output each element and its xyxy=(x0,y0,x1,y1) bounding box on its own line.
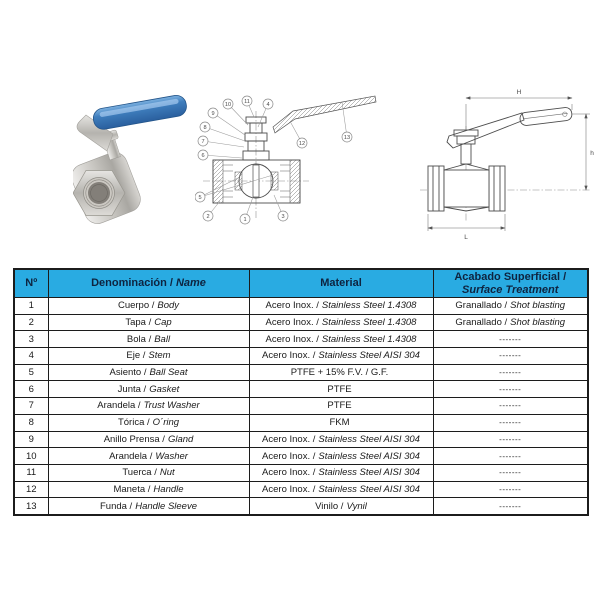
part-finish-es: Granallado / xyxy=(455,317,508,329)
col-header-finish-en: Surface Treatment xyxy=(462,283,559,296)
part-material xyxy=(249,348,433,365)
part-name-es: Tapa / xyxy=(125,317,152,329)
part-name-es: Bola / xyxy=(126,333,152,345)
part-number: 5 xyxy=(14,364,48,381)
part-material-es: PTFE + 15% F.V. / G.F. xyxy=(290,367,389,379)
part-material xyxy=(249,414,433,431)
part-finish-dashes: ------- xyxy=(499,451,522,461)
part-material-es: PTFE xyxy=(327,400,352,412)
part-name-es: Tórica / xyxy=(117,417,150,429)
outline-body xyxy=(428,164,505,211)
part-material xyxy=(249,331,433,348)
part-number: 6 xyxy=(14,381,48,398)
table-row xyxy=(14,464,588,481)
part-name-en: O´ring xyxy=(152,417,180,429)
table-row xyxy=(14,364,588,381)
part-name-en: Handle xyxy=(153,483,184,495)
part-name-en: Ball xyxy=(154,333,171,345)
part-number: 11 xyxy=(14,464,48,481)
svg-text:5: 5 xyxy=(198,195,202,202)
part-name xyxy=(48,348,249,365)
ball-seat-right xyxy=(271,172,278,190)
part-number: 12 xyxy=(14,481,48,498)
part-name-en: Handle Sleeve xyxy=(135,500,197,512)
part-name-es: Funda / xyxy=(99,500,133,512)
part-finish xyxy=(433,348,588,365)
part-name xyxy=(48,331,249,348)
part-name xyxy=(48,381,249,398)
part-finish xyxy=(433,414,588,431)
part-name-en: Gland xyxy=(167,433,194,445)
callout-2 xyxy=(203,201,220,221)
part-number: 10 xyxy=(14,448,48,465)
part-material-es: Vinilo / xyxy=(315,500,344,512)
part-material xyxy=(249,398,433,415)
part-name-es: Cuerpo / xyxy=(117,300,155,312)
part-name xyxy=(48,431,249,448)
part-finish-dashes: ------- xyxy=(499,418,522,428)
col-header-number-label: Nº xyxy=(25,277,38,290)
part-number: 13 xyxy=(14,498,48,515)
svg-text:12: 12 xyxy=(298,141,306,148)
valve-body xyxy=(73,149,144,228)
part-finish-dashes: ------- xyxy=(499,501,522,511)
svg-text:11: 11 xyxy=(244,99,250,106)
part-finish xyxy=(433,364,588,381)
table-row xyxy=(14,498,588,515)
part-finish xyxy=(433,448,588,465)
part-material-es: Acero Inox. / xyxy=(262,483,316,495)
part-material-en: Stainless Steel 1.4308 xyxy=(321,317,417,329)
part-finish xyxy=(433,314,588,331)
table-row xyxy=(14,348,588,365)
callout-6 xyxy=(198,150,242,160)
part-name-en: Gasket xyxy=(149,383,180,395)
part-finish xyxy=(433,398,588,415)
section-body xyxy=(213,160,300,203)
table-row xyxy=(14,398,588,415)
part-material-es: Acero Inox. / xyxy=(265,317,319,329)
svg-text:1: 1 xyxy=(243,217,247,224)
part-finish-dashes: ------- xyxy=(499,351,522,361)
part-material xyxy=(249,431,433,448)
part-number: 8 xyxy=(14,414,48,431)
part-name xyxy=(48,481,249,498)
svg-text:2: 2 xyxy=(206,214,210,221)
part-finish-dashes: ------- xyxy=(499,468,522,478)
part-number: 2 xyxy=(14,314,48,331)
part-number: 7 xyxy=(14,398,48,415)
part-number: 4 xyxy=(14,348,48,365)
part-name-es: Asiento / xyxy=(109,367,147,379)
part-material xyxy=(249,298,433,315)
part-finish-dashes: ------- xyxy=(499,401,522,411)
part-material-en: Stainless Steel AISI 304 xyxy=(318,467,420,479)
table-row xyxy=(14,331,588,348)
callout-7 xyxy=(198,136,244,147)
part-material xyxy=(249,498,433,515)
part-material xyxy=(249,464,433,481)
table-row xyxy=(14,414,588,431)
part-material-en: Stainless Steel 1.4308 xyxy=(321,333,417,345)
svg-text:8: 8 xyxy=(203,125,207,132)
part-material xyxy=(249,481,433,498)
part-finish xyxy=(433,464,588,481)
svg-text:6: 6 xyxy=(201,153,205,160)
col-header-material xyxy=(249,269,433,298)
part-name-en: Washer xyxy=(155,450,188,462)
part-finish-en: Shot blasting xyxy=(510,300,566,312)
part-material-es: Acero Inox. / xyxy=(265,300,319,312)
part-material xyxy=(249,314,433,331)
ball-seat-left xyxy=(235,172,242,190)
part-material xyxy=(249,381,433,398)
dim-h-label: h xyxy=(590,150,594,157)
part-number: 3 xyxy=(14,331,48,348)
callout-11 xyxy=(242,96,254,117)
table-row xyxy=(14,481,588,498)
col-header-number xyxy=(14,269,48,298)
part-name-es: Tuerca / xyxy=(122,467,157,479)
part-name xyxy=(48,398,249,415)
part-name-en: Cap xyxy=(154,317,172,329)
part-name-en: Trust Washer xyxy=(143,400,200,412)
dimension-H xyxy=(466,89,572,130)
section-diagram xyxy=(195,85,383,235)
col-header-name-es: Denominación / xyxy=(91,277,173,290)
table-header-row xyxy=(14,269,588,298)
callout-5 xyxy=(195,175,273,202)
outline-stem xyxy=(454,130,478,164)
callout-12 xyxy=(291,123,307,148)
dimension-drawing xyxy=(420,80,598,245)
part-material xyxy=(249,448,433,465)
col-header-name-en: Name xyxy=(175,277,206,290)
part-name-es: Arandela / xyxy=(97,400,141,412)
part-material xyxy=(249,364,433,381)
valve-photo xyxy=(73,85,193,230)
part-material-es: Acero Inox. / xyxy=(262,450,316,462)
part-number: 1 xyxy=(14,298,48,315)
part-number: 9 xyxy=(14,431,48,448)
svg-text:4: 4 xyxy=(266,102,270,109)
part-finish-en: Shot blasting xyxy=(510,317,566,329)
svg-text:7: 7 xyxy=(201,139,205,146)
part-material-en: Stainless Steel AISI 304 xyxy=(318,450,420,462)
part-material-en: Stainless Steel AISI 304 xyxy=(318,350,420,362)
callout-3 xyxy=(274,195,288,221)
part-name-en: Nut xyxy=(159,467,175,479)
parts-table xyxy=(13,268,589,516)
part-material-es: FKM xyxy=(329,417,350,429)
dim-L-label: L xyxy=(464,234,468,241)
valve-handle-grip xyxy=(92,94,188,131)
svg-text:10: 10 xyxy=(224,102,232,109)
part-material-es: Acero Inox. / xyxy=(262,433,316,445)
svg-text:3: 3 xyxy=(281,214,285,221)
part-material-es: Acero Inox. / xyxy=(265,333,319,345)
callout-1 xyxy=(240,197,253,224)
table-row xyxy=(14,314,588,331)
col-header-finish xyxy=(433,269,588,298)
part-name xyxy=(48,298,249,315)
part-material-es: PTFE xyxy=(327,383,352,395)
part-material-es: Acero Inox. / xyxy=(262,350,316,362)
part-finish xyxy=(433,298,588,315)
part-material-en: Stainless Steel 1.4308 xyxy=(321,300,417,312)
svg-text:13: 13 xyxy=(343,135,351,142)
col-header-finish-es: Acabado Superficial / xyxy=(454,271,567,284)
part-material-en: Stainless Steel AISI 304 xyxy=(318,433,420,445)
part-finish-dashes: ------- xyxy=(499,334,522,344)
part-name xyxy=(48,448,249,465)
part-name xyxy=(48,314,249,331)
dimension-h xyxy=(572,114,594,190)
part-finish xyxy=(433,331,588,348)
section-handle xyxy=(273,96,376,133)
part-finish-es: Granallado / xyxy=(455,300,508,312)
table-row xyxy=(14,298,588,315)
part-material-en: Vynil xyxy=(346,500,367,512)
part-finish xyxy=(433,481,588,498)
part-material-es: Acero Inox. / xyxy=(262,467,316,479)
part-finish xyxy=(433,381,588,398)
part-finish xyxy=(433,431,588,448)
part-name-es: Arandela / xyxy=(109,450,153,462)
table-row xyxy=(14,448,588,465)
part-name xyxy=(48,464,249,481)
col-header-material-label: Material xyxy=(320,277,362,290)
svg-text:9: 9 xyxy=(211,111,215,118)
table-row xyxy=(14,431,588,448)
part-material-en: Stainless Steel AISI 304 xyxy=(318,483,420,495)
part-name xyxy=(48,414,249,431)
part-finish xyxy=(433,498,588,515)
part-name-es: Eje / xyxy=(126,350,146,362)
part-finish-dashes: ------- xyxy=(499,434,522,444)
part-name-en: Stem xyxy=(148,350,171,362)
col-header-name xyxy=(48,269,249,298)
part-finish-dashes: ------- xyxy=(499,368,522,378)
part-name xyxy=(48,498,249,515)
dim-H-label: H xyxy=(516,89,522,96)
dimension-L xyxy=(428,214,505,241)
part-name-es: Anillo Prensa / xyxy=(103,433,165,445)
part-name-es: Junta / xyxy=(117,383,147,395)
part-name-en: Ball Seat xyxy=(149,367,188,379)
table-row xyxy=(14,381,588,398)
callout-9 xyxy=(208,108,245,135)
part-name xyxy=(48,364,249,381)
part-finish-dashes: ------- xyxy=(499,384,522,394)
part-name-es: Maneta / xyxy=(113,483,151,495)
part-finish-dashes: ------- xyxy=(499,484,522,494)
part-name-en: Body xyxy=(157,300,180,312)
